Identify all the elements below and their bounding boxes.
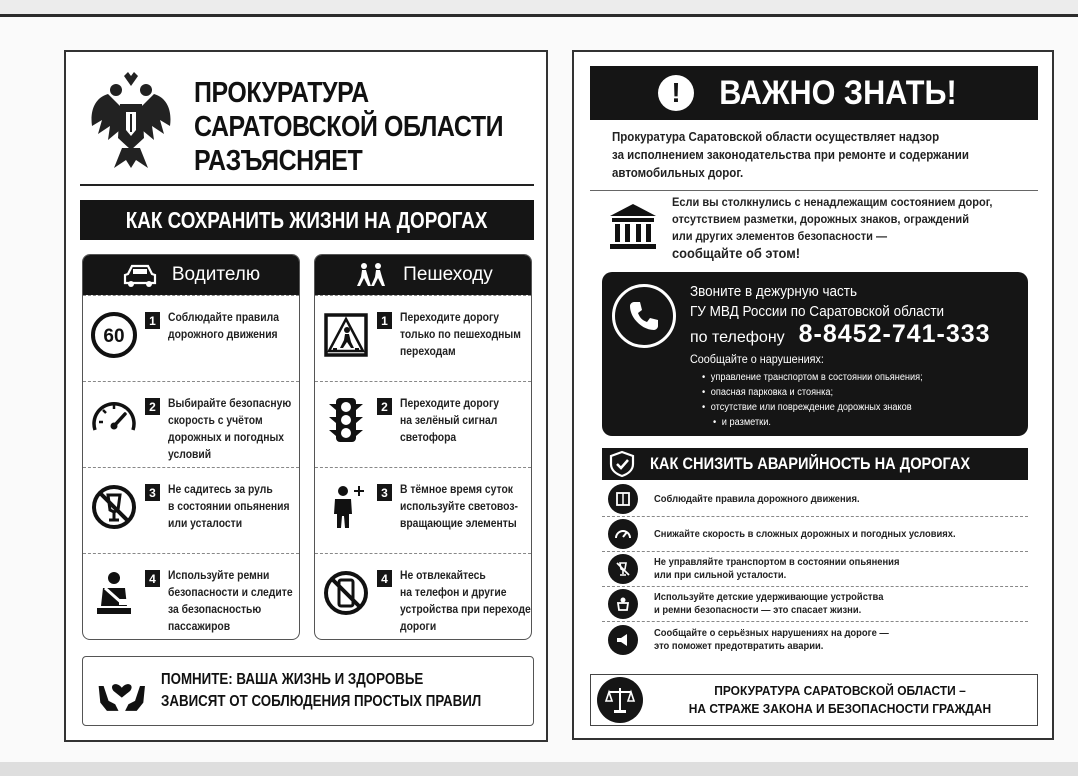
pedestrian-column-title: Пешеходу — [403, 264, 493, 285]
text-line: это поможет предотвратить аварии. — [654, 640, 824, 652]
pedestrians-icon — [353, 262, 389, 288]
report-note — [672, 194, 1003, 262]
left-panel — [64, 50, 548, 742]
tip-item — [602, 552, 1028, 587]
text-line: в состоянии опьянения — [168, 501, 290, 513]
text-line: сообщайте об этом! — [672, 245, 801, 261]
tip-item — [602, 622, 1028, 657]
pedestrian-item-2 — [315, 381, 531, 467]
pedestrian-item-text — [400, 396, 517, 447]
text-line: безопасности и следите — [168, 587, 293, 599]
text-line: Переходите дорогу — [400, 312, 500, 324]
list-item: • отсутствие или повреждение дорожных знаков — [702, 400, 923, 415]
no-phone-icon — [321, 568, 371, 618]
driver-item-text — [168, 568, 293, 636]
text-line: Выбирайте безопасную — [168, 398, 292, 410]
text-line: дороги — [400, 621, 437, 633]
pedestrian-item-number: 4 — [377, 570, 392, 587]
text-line: НА СТРАЖЕ ЗАКОНА И БЕЗОПАСНОСТИ ГРАЖДАН — [688, 701, 992, 716]
megaphone-icon — [608, 625, 638, 655]
driver-item-3 — [83, 467, 299, 553]
tip-item — [602, 482, 1028, 517]
text-line: ПОМНИТЕ: ВАША ЖИЗНЬ И ЗДОРОВЬЕ — [160, 671, 423, 688]
pedestrian-item-text — [400, 568, 531, 636]
speedometer-icon — [608, 519, 638, 549]
report-violations-label: Сообщайте о нарушениях: — [690, 352, 824, 366]
child-seat-icon — [608, 589, 638, 619]
text-line: за безопасностью — [168, 604, 262, 616]
important-title: ВАЖНО ЗНАТЬ! — [719, 73, 957, 112]
list-item: • и разметки. — [702, 415, 923, 430]
text-line: пассажиров — [168, 621, 231, 633]
text-line: ПРОКУРАТУРА САРАТОВСКОЙ ОБЛАСТИ – — [714, 683, 966, 698]
footer-slogan — [590, 674, 1038, 726]
text-line: Сообщайте о серьёзных нарушениях на дороге — — [654, 627, 889, 639]
driver-column-header — [83, 255, 299, 295]
text-line: условий — [168, 449, 212, 461]
pedestrian-item-4 — [315, 553, 531, 639]
text-line: на зелёный сигнал — [400, 415, 498, 427]
driver-column-title: Водителю — [171, 264, 261, 285]
header-line-1: ПРОКУРАТУРА — [194, 77, 369, 109]
pedestrian-column-header — [315, 255, 531, 295]
text-line: дорожного движения — [168, 329, 278, 341]
text-line: светофора — [400, 432, 457, 444]
sheet-shadow — [0, 762, 1078, 776]
list-item: • управление транспортом в состоянии опьянения; — [702, 370, 923, 385]
driver-item-text — [168, 482, 290, 533]
reflective-person-icon — [321, 482, 371, 532]
text-line: на телефон и другие — [400, 587, 507, 599]
text-line: Если вы столкнулись с ненадлежащим состоянием дорог, — [672, 195, 993, 209]
text-line: скорость с учётом — [168, 415, 263, 427]
rulebook-icon — [608, 484, 638, 514]
tip-item — [602, 587, 1028, 622]
text-line: используйте световоз- — [400, 501, 518, 513]
text-line: ЗАВИСЯТ ОТ СОБЛЮДЕНИЯ ПРОСТЫХ ПРАВИЛ — [160, 693, 481, 710]
footer-text — [659, 682, 1021, 718]
traffic-light-icon — [321, 396, 371, 446]
reduce-accidents-title: КАК СНИЗИТЬ АВАРИЙНОСТЬ НА ДОРОГАХ — [650, 454, 971, 473]
text-line: устройства при переходе — [400, 604, 531, 616]
text-line: отсутствием разметки, дорожных знаков, ограждений — [672, 212, 970, 226]
speed-limit-60-icon — [89, 310, 139, 360]
text-line: В тёмное время суток — [400, 484, 513, 496]
text-line: Переходите дорогу — [400, 398, 500, 410]
text-line: за исполнением законодательства при ремонте и содержании — [612, 148, 969, 162]
tip-text — [654, 493, 860, 506]
tip-text — [654, 627, 889, 653]
driver-column — [82, 254, 300, 640]
text-line: Снижайте скорость в сложных дорожных и погодных условиях. — [654, 528, 956, 540]
list-item: • опасная парковка и стоянка; — [702, 385, 923, 400]
seatbelt-icon — [89, 568, 139, 618]
header-title — [194, 76, 534, 178]
pedestrian-item-text — [400, 482, 517, 533]
shield-check-icon — [608, 450, 636, 478]
driver-item-number: 2 — [145, 398, 160, 415]
remember-box — [82, 656, 534, 726]
double-headed-eagle-emblem-icon — [86, 68, 176, 172]
driver-item-number: 1 — [145, 312, 160, 329]
text-line: только по пешеходным — [400, 329, 521, 341]
section-banner — [80, 200, 534, 240]
driver-item-2 — [83, 381, 299, 467]
text-line: автомобильных дорог. — [612, 166, 744, 180]
remember-text — [161, 669, 481, 713]
driver-item-number: 4 — [145, 570, 160, 587]
text-line: Используйте ремни — [168, 570, 270, 582]
hotline-phone-number[interactable]: 8-8452-741-333 — [798, 320, 991, 348]
driver-item-text — [168, 310, 285, 344]
pedestrian-item-text — [400, 310, 521, 361]
text-line: Соблюдайте правила — [168, 312, 279, 324]
text-line: Не садитесь за руль — [168, 484, 273, 496]
speedometer-icon — [89, 396, 139, 446]
speed-limit-value: 60 — [103, 326, 125, 347]
header-line-2: САРАТОВСКОЙ ОБЛАСТИ — [194, 111, 504, 143]
divider — [590, 190, 1038, 191]
hotline-intro — [690, 282, 944, 322]
no-alcohol-icon — [608, 554, 638, 584]
pedestrian-item-number: 1 — [377, 312, 392, 329]
tip-text — [654, 528, 956, 541]
text-line: Прокуратура Саратовской области осуществляет надзор — [612, 130, 940, 144]
no-alcohol-icon — [89, 482, 139, 532]
text-line: и ремни безопасности — это спасает жизни. — [654, 605, 862, 616]
intro-text — [612, 128, 998, 182]
tip-text — [654, 556, 899, 582]
text-line: или других элементов безопасности — — [672, 229, 888, 243]
text-line: переходам — [400, 346, 456, 358]
phone-handset-icon — [612, 284, 676, 348]
text-line: Не управляйте транспортом в состоянии опьянения — [654, 557, 900, 568]
tip-item — [602, 517, 1028, 552]
text-line: дорожных и погодных — [168, 432, 285, 444]
text-line: или при сильной усталости. — [654, 570, 787, 581]
important-banner — [590, 66, 1038, 120]
text-line: или усталости — [168, 518, 243, 530]
hotline-box — [602, 272, 1028, 436]
driver-item-text — [168, 396, 292, 464]
pedestrian-column — [314, 254, 532, 640]
header-line-3: РАЗЪЯСНЯЕТ — [194, 145, 363, 177]
pedestrian-item-number: 2 — [377, 398, 392, 415]
right-panel — [572, 50, 1054, 740]
by-phone-label: по телефону — [690, 329, 785, 346]
pedestrian-item-number: 3 — [377, 484, 392, 501]
violations-list — [702, 370, 923, 430]
section-banner-text: КАК СОХРАНИТЬ ЖИЗНИ НА ДОРОГАХ — [126, 206, 488, 233]
government-building-icon — [606, 200, 660, 254]
text-line: Звоните в дежурную часть — [690, 283, 858, 300]
crosswalk-sign-icon — [321, 310, 371, 360]
driver-item-number: 3 — [145, 484, 160, 501]
car-icon — [122, 262, 158, 288]
exclamation-icon: ! — [658, 75, 694, 111]
text-line: Не отвлекайтесь — [400, 570, 486, 582]
pedestrian-item-1 — [315, 295, 531, 381]
reduce-accidents-banner — [602, 448, 1028, 480]
text-line: вращающие элементы — [400, 518, 517, 530]
pedestrian-item-3 — [315, 467, 531, 553]
text-line: Соблюдайте правила дорожного движения. — [654, 493, 860, 505]
header-divider — [80, 184, 534, 186]
driver-item-4 — [83, 553, 299, 639]
tips-list — [602, 482, 1028, 657]
text-line: Используйте детские удерживающие устройства — [654, 592, 884, 603]
scales-of-justice-icon — [597, 677, 643, 723]
text-line: ГУ МВД России по Саратовской области — [690, 303, 945, 320]
driver-item-1 — [83, 295, 299, 381]
hands-heart-icon — [97, 665, 147, 717]
hotline-phone-line — [690, 320, 991, 349]
tip-text — [654, 591, 883, 617]
